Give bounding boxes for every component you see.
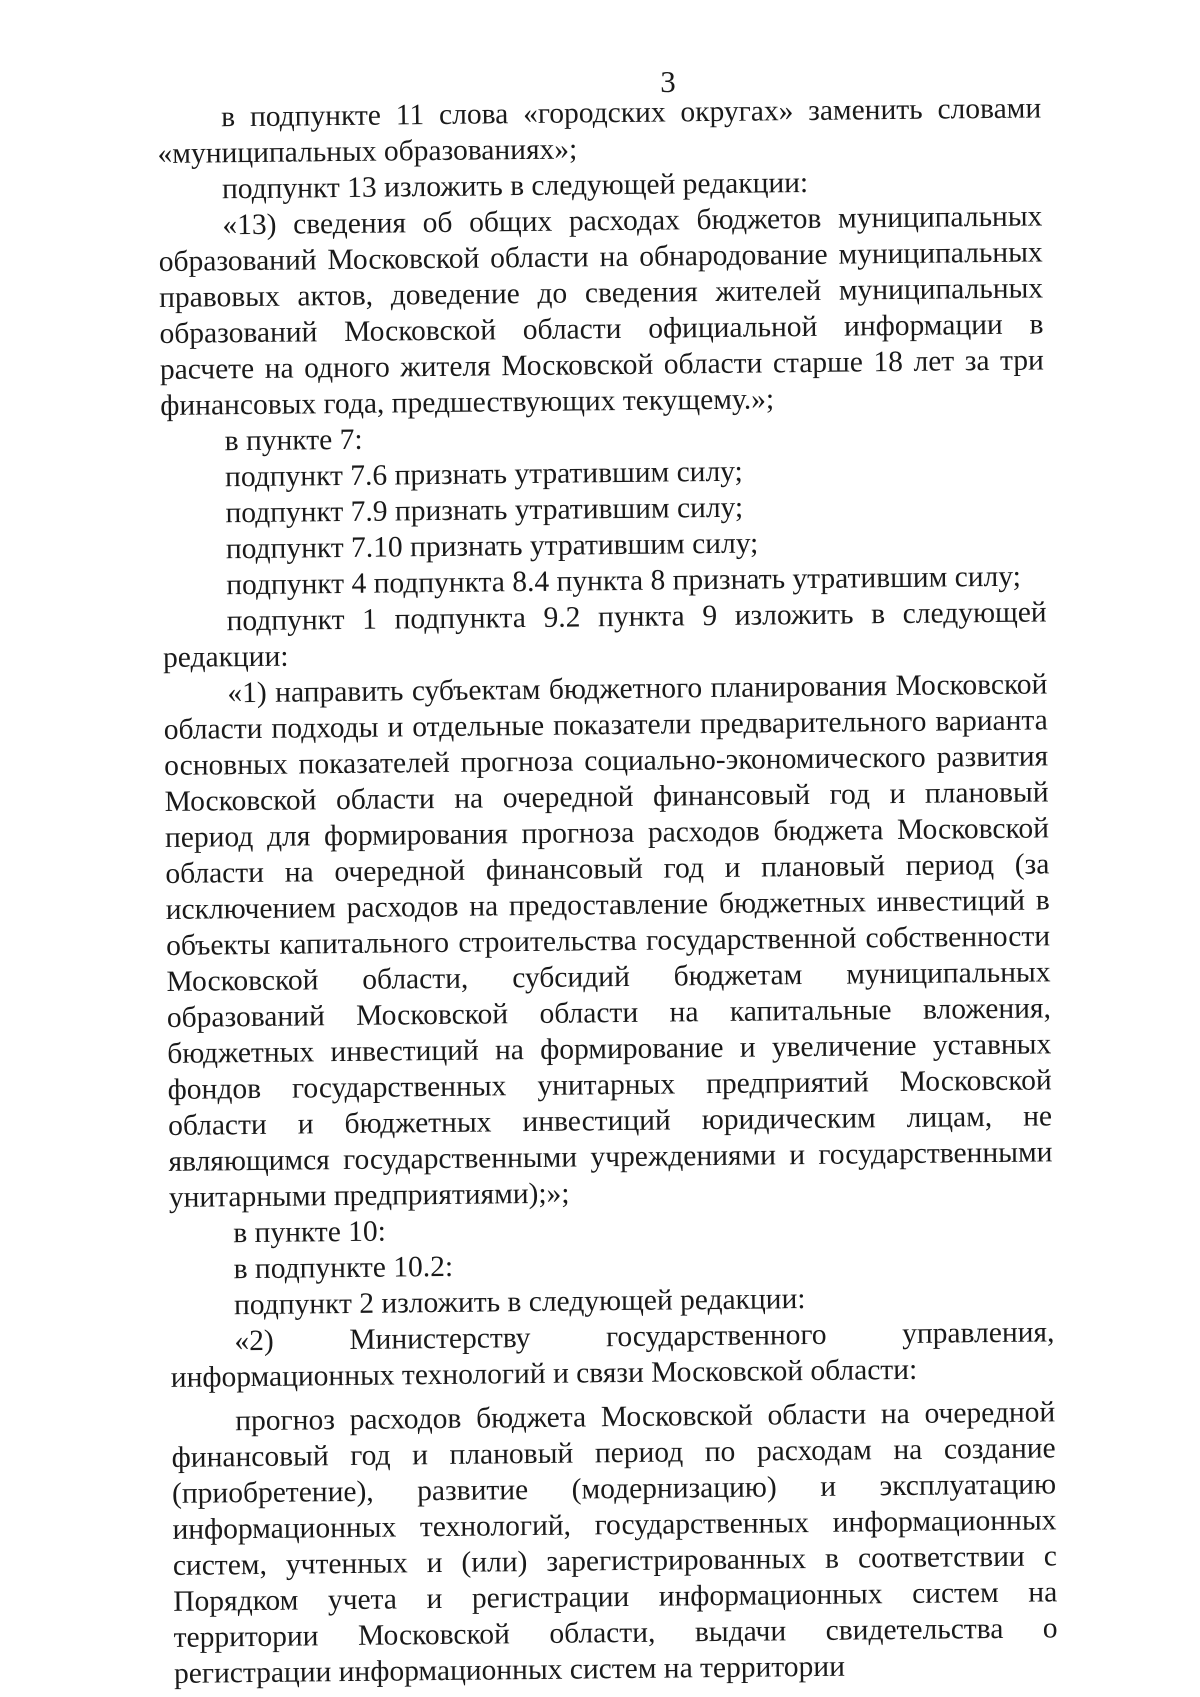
paragraph-subitem-7-9: подпункт 7.9 признать утратившим силу; [225, 491, 744, 530]
paragraph-forecast: прогноз расходов бюджета Московской области на очередной финансовый год и плановый период по расходам на создание (приобретение), развитие (модернизацию) и эксплуатацию информационных технологий, государственных информационных систем, учтенных и (или) зарегистрированных в соответствии с Порядком учета и регистрации информационных систем на территории Московской области, выдачи свидетельства о регистрации информационных систем на территории [171, 1396, 1058, 1690]
document-body [157, 90, 1058, 1691]
paragraph-subitem-10-2: в подпункте 10.2: [233, 1250, 454, 1286]
paragraph-subitem-9-2-intro: подпункт 1 подпункта 9.2 пункта 9 изложить в следующей редакции: [162, 596, 1047, 674]
paragraph-subitem-7-10: подпункт 7.10 признать утратившим силу; [225, 527, 759, 566]
paragraph-subitem-13-text: «13) сведения об общих расходах бюджетов муниципальных образований Московской области на обнародование муниципальных правовых актов, доведение до сведения жителей муниципальных образований Московской области официальной информации в расчете на одного жителя Московской области старше 18 лет за три финансовых года, предшествующих текущему.»; [158, 200, 1045, 422]
paragraph-subitem-9-2-text: «1) направить субъектам бюджетного планирования Московской области подходы и отдельные показатели предварительного варианта основных показателей прогноза социально-экономического развития Московской области на очередной финансовый год и плановый период для формирования прогноза расходов бюджета Московской области на очередной финансовый год и плановый период (за исключением расходов на предоставление бюджетных инвестиций в объекты капитального строительства государственной собственности Московской области, субсидий бюджетам муниципальных образований Московской области на капитальные вложения, бюджетных инвестиций на формирование и увеличение уставных фондов государственных унитарных предприятий Московской области и бюджетных инвестиций юридическим лицам, не являющимся государственными учреждениями и государственными унитарными предприятиями);»; [163, 668, 1053, 1214]
paragraph-item-10: в пункте 10: [233, 1215, 387, 1250]
paragraph-item-7: в пункте 7: [224, 423, 363, 458]
paragraph-subitem-8-4: подпункт 4 подпункта 8.4 пункта 8 признать утратившим силу; [226, 560, 1022, 602]
paragraph-subitem-11: в подпункте 11 слова «городских округах» заменить словами «муниципальных образованиях»; [157, 92, 1042, 170]
paragraph-subitem-7-6: подпункт 7.6 признать утратившим силу; [224, 455, 743, 494]
page-number: 3 [660, 64, 676, 99]
paragraph-subitem-2-text: «2) Министерству государственного управления, информационных технологий и связи Московской области: [170, 1316, 1055, 1394]
paragraph-subitem-13-intro: подпункт 13 изложить в следующей редакции: [221, 166, 809, 206]
paragraph-subitem-2-intro: подпункт 2 изложить в следующей редакции: [233, 1283, 806, 1322]
